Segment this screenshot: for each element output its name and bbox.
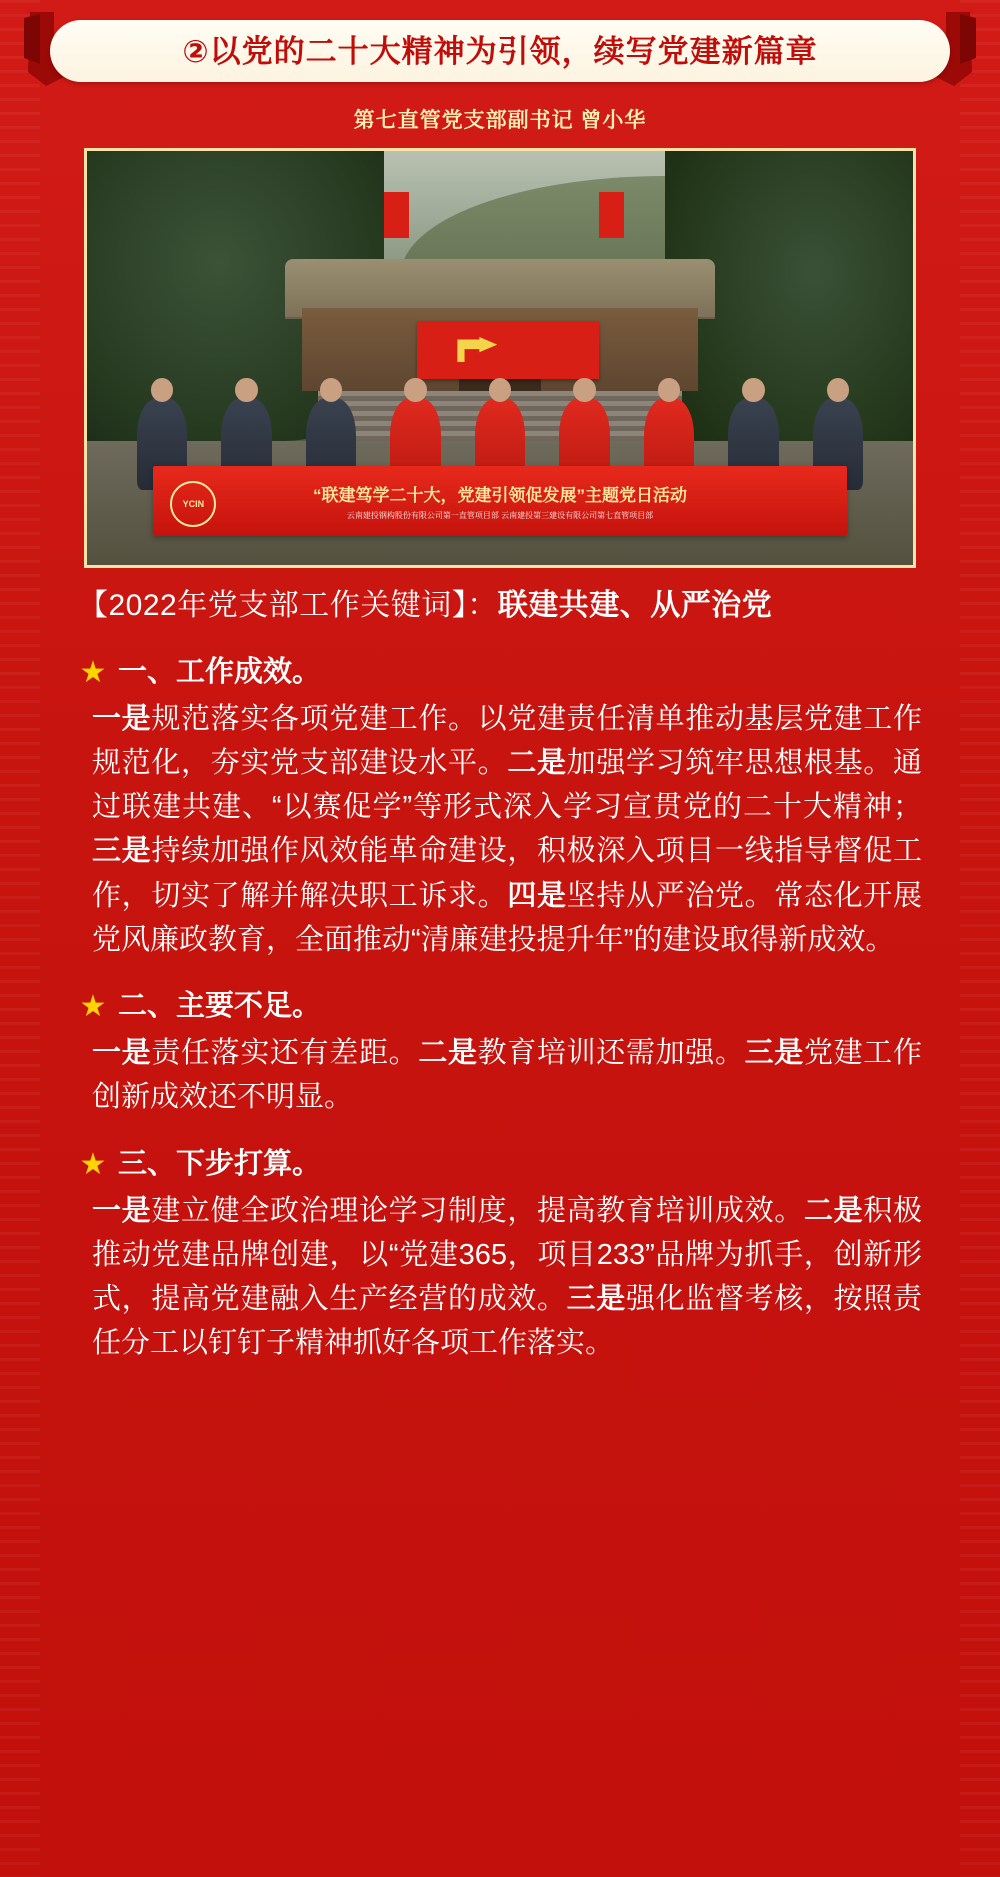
section-3-heading: 三、下步打算。 <box>118 1147 322 1180</box>
page-title: ②以党的二十大精神为引领，续写党建新篇章 <box>182 33 818 69</box>
section-1-heading-row <box>78 654 922 692</box>
star-icon: ★ <box>79 655 107 689</box>
title-pill <box>50 20 950 82</box>
section-2 <box>78 988 922 1120</box>
section-2-heading: 二、主要不足。 <box>118 989 322 1022</box>
photo-party-flag-icon <box>417 321 599 379</box>
section-2-paragraph: 一是责任落实还有差距。二是教育培训还需加强。三是党建工作创新成效还不明显。 <box>92 1037 922 1114</box>
photo-flag-right-icon <box>599 192 624 238</box>
section-3-heading-row <box>78 1146 922 1184</box>
presenter-subtitle: 第七直管党支部副书记 曾小华 <box>353 109 647 132</box>
star-icon: ★ <box>79 1147 107 1181</box>
article-body <box>78 584 922 1366</box>
section-1-heading: 一、工作成效。 <box>118 655 322 688</box>
keywords-prefix: 【2022年党支部工作关键词】： <box>78 589 498 622</box>
company-logo-icon: YCIN <box>170 481 216 527</box>
section-1 <box>78 654 922 962</box>
star-icon: ★ <box>79 989 107 1023</box>
section-3-paragraph: 一是建立健全政治理论学习制度，提高教育培训成效。二是积极推动党建品牌创建，以“党建365，项目233”品牌为抓手，创新形式，提高党建融入生产经营的成效。三是强化监督考核，按照责任分工以钉钉子精神抓好各项工作落实。 <box>92 1195 922 1360</box>
party-building-group-photo <box>84 148 916 568</box>
left-decorative-pattern <box>0 0 40 1877</box>
photo-flag-left-icon <box>384 192 409 238</box>
keywords-value: 联建共建、从严治党 <box>497 589 773 622</box>
event-banner-sub-text: 云南建投钢构股份有限公司第一直管项目部 云南建投第三建设有限公司第七直管项目部 <box>346 510 654 520</box>
section-2-heading-row <box>78 988 922 1026</box>
keywords-line <box>78 584 922 628</box>
header-banner <box>28 12 972 90</box>
photo-event-banner <box>153 466 847 536</box>
event-banner-main-text: “联建笃学二十大，党建引领促发展”主题党日活动 <box>312 485 687 505</box>
section-1-paragraph: 一是规范落实各项党建工作。以党建责任清单推动基层党建工作规范化，夯实党支部建设水平。二是加强学习筑牢思想根基。通过联建共建、“以赛促学”等形式深入学习宣贯党的二十大精神；三是持续加强作风效能革命建设，积极深入项目一线指导督促工作，切实了解并解决职工诉求。四是坚持从严治党。常态化开展党风廉政教育，全面推动“清廉建投提升年”的建设取得新成效。 <box>92 703 922 956</box>
right-decorative-pattern <box>960 0 1000 1877</box>
section-3 <box>78 1146 922 1366</box>
